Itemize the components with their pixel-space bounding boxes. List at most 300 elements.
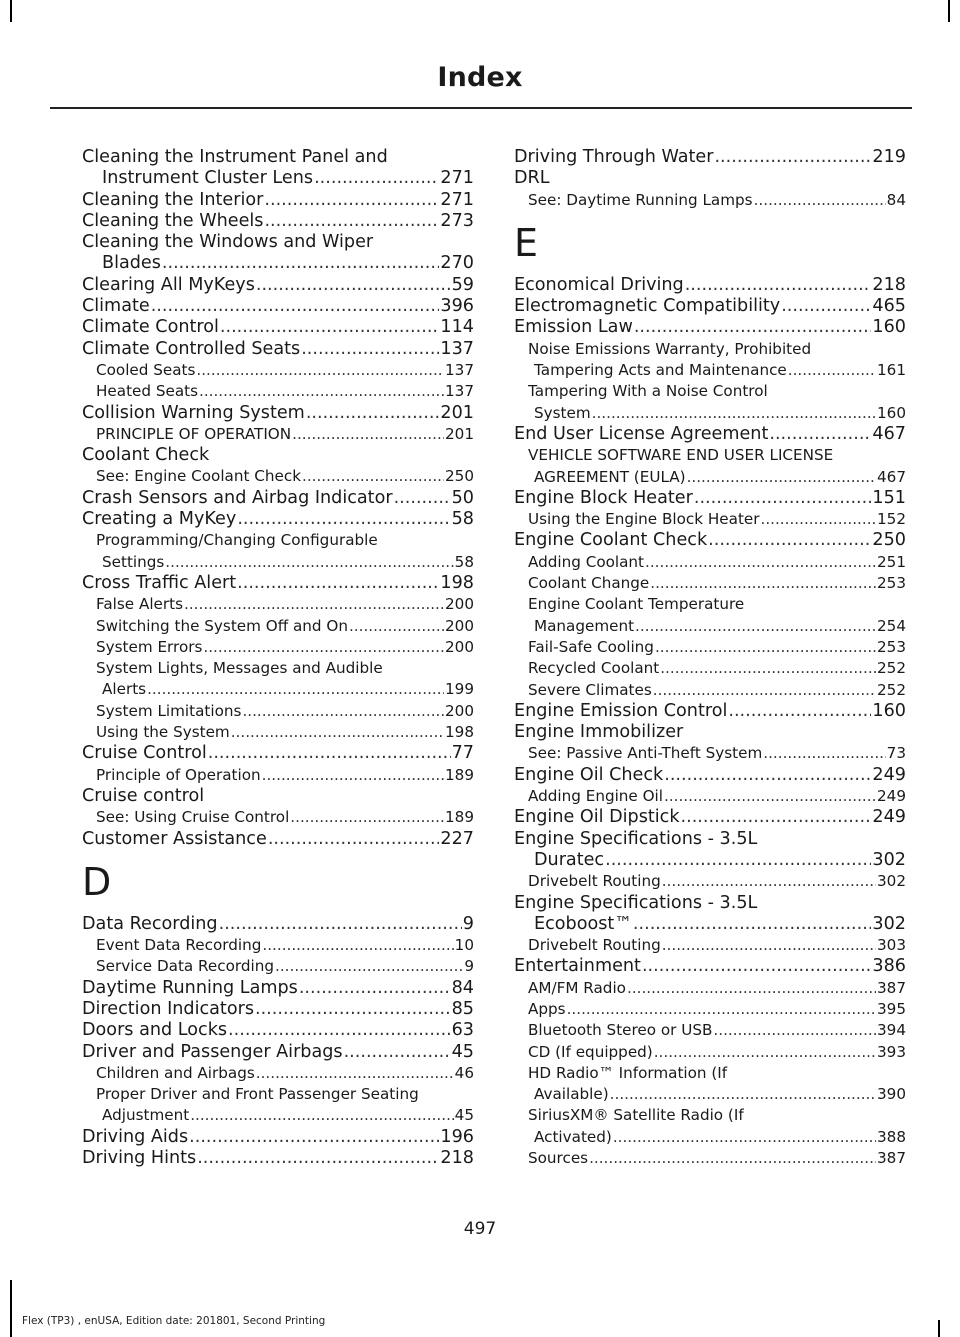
index-entry-text: SiriusXM® Satellite Radio (If <box>528 1106 744 1125</box>
dot-leader <box>788 360 876 381</box>
dot-leader <box>605 850 871 871</box>
index-entry-text: Severe Climates <box>528 680 652 699</box>
index-entry-text: Using the System <box>96 723 230 742</box>
index-page-ref: 114 <box>440 317 474 338</box>
index-entry <box>514 935 906 956</box>
index-entry-text: Economical Driving <box>514 274 684 295</box>
page-title: Index <box>437 62 523 93</box>
index-entry <box>514 403 906 424</box>
index-entry <box>514 1084 906 1105</box>
index-page-ref: 85 <box>451 998 474 1019</box>
index-entry <box>514 573 906 594</box>
index-page-ref: 198 <box>445 723 474 742</box>
index-entry-text: System Errors <box>96 637 203 656</box>
index-entry <box>514 616 906 637</box>
index-entry <box>82 1127 474 1148</box>
index-entry <box>82 765 474 786</box>
index-entry <box>82 466 474 487</box>
index-entry-text: Engine Coolant Temperature <box>528 595 745 614</box>
index-entry <box>514 850 906 871</box>
index-entry <box>514 701 906 722</box>
index-page-ref: 396 <box>440 296 474 317</box>
index-page-ref: 200 <box>445 595 474 614</box>
index-entry-text: Crash Sensors and Airbag Indicator <box>82 487 393 508</box>
index-entry <box>514 956 906 977</box>
index-entry-text: Programming/Changing Configurable <box>96 531 378 550</box>
dot-leader <box>763 743 885 764</box>
index-entry-text: Children and Airbags <box>96 1063 255 1082</box>
dot-leader <box>199 381 444 402</box>
dot-leader <box>196 360 444 381</box>
index-entry <box>82 1063 474 1084</box>
index-entry-text: AGREEMENT (EULA) <box>534 467 686 486</box>
crop-mark-bottom-right <box>938 1320 940 1337</box>
index-entry-text: Cleaning the Windows and Wiper <box>82 232 374 253</box>
index-entry-text: Sources <box>528 1149 589 1168</box>
index-entry-text: Blades <box>102 253 161 274</box>
index-entry-text: CD (If equipped) <box>528 1042 653 1061</box>
index-entry-text: Daytime Running Lamps <box>82 977 298 998</box>
index-entry-text: Emission Law <box>514 317 633 338</box>
index-entry <box>514 488 906 509</box>
footer-edition: Flex (TP3) , enUSA, Edition date: 201801, Second Printing <box>22 1315 326 1327</box>
index-page-ref: 201 <box>445 424 474 443</box>
index-page-ref: 77 <box>451 743 474 764</box>
dot-leader <box>255 999 451 1020</box>
index-page-ref: 249 <box>872 807 906 828</box>
index-entry-text: Driving Aids <box>82 1126 189 1147</box>
index-entry <box>514 424 906 445</box>
index-page-ref: 218 <box>440 1148 474 1169</box>
dot-leader <box>650 573 876 594</box>
dot-leader <box>151 296 440 317</box>
index-entry <box>514 1042 906 1063</box>
index-page-ref: 250 <box>872 530 906 551</box>
index-page-ref: 302 <box>872 913 906 934</box>
index-page-ref: 386 <box>872 956 906 977</box>
dot-leader <box>708 530 871 551</box>
crop-mark-top-right <box>948 0 950 22</box>
dot-leader <box>567 999 876 1020</box>
index-page-ref: 200 <box>445 616 474 635</box>
dot-leader <box>654 1042 876 1063</box>
index-entry-text: Cleaning the Interior <box>82 189 264 210</box>
index-entry-text: See: Engine Coolant Check <box>96 467 301 486</box>
index-page-ref: 46 <box>454 1063 474 1082</box>
index-entry <box>82 403 474 424</box>
index-page-ref: 152 <box>877 510 906 529</box>
index-entry <box>514 786 906 807</box>
index-page-ref: 160 <box>872 700 906 721</box>
index-entry-text: Engine Emission Control <box>514 700 728 721</box>
index-page-ref: 393 <box>877 1042 906 1061</box>
dot-leader <box>203 637 444 658</box>
index-entry <box>514 680 906 701</box>
index-entry <box>514 190 906 211</box>
section-letter: D <box>82 859 112 904</box>
index-entry <box>514 1020 906 1041</box>
index-entry <box>514 871 906 892</box>
index-entry <box>514 765 906 786</box>
index-page-ref: 302 <box>872 849 906 870</box>
index-entry <box>82 1020 474 1041</box>
dot-leader <box>220 317 440 338</box>
dot-leader <box>237 573 439 594</box>
index-entry-text: Data Recording <box>82 913 218 934</box>
index-page-ref: 252 <box>877 659 906 678</box>
index-page-ref: 161 <box>877 361 906 380</box>
index-entry-text: Switching the System Off and On <box>96 616 348 635</box>
index-page-ref: 137 <box>445 382 474 401</box>
dot-leader <box>349 616 444 637</box>
crop-mark-bottom-left <box>10 1280 12 1337</box>
index-entry-text: Fail-Safe Cooling <box>528 637 654 656</box>
dot-leader <box>208 743 451 764</box>
index-entry-text: Recycled Coolant <box>528 659 660 678</box>
index-entry <box>82 232 474 253</box>
dot-leader <box>314 168 439 189</box>
dot-leader <box>147 679 444 700</box>
index-entry <box>82 253 474 274</box>
dot-leader <box>685 275 872 296</box>
dot-leader <box>292 424 444 445</box>
index-entry-text: Cruise Control <box>82 743 207 764</box>
dot-leader <box>237 509 450 530</box>
index-entry <box>514 722 906 743</box>
index-entry-text: Climate Control <box>82 317 219 338</box>
dot-leader <box>728 701 871 722</box>
index-column-right <box>514 147 906 1169</box>
index-entry-text: Instrument Cluster Lens <box>102 168 314 189</box>
index-entry <box>514 1063 906 1084</box>
index-entry-text: Tampering Acts and Maintenance <box>534 361 787 380</box>
index-entry-text: Using the Engine Block Heater <box>528 510 760 529</box>
index-entry <box>82 701 474 722</box>
index-entry <box>514 296 906 317</box>
index-page-ref: 137 <box>440 338 474 359</box>
index-page-ref: 198 <box>440 572 474 593</box>
dot-leader <box>242 701 444 722</box>
index-entry <box>514 1105 906 1126</box>
index-entry-text: HD Radio™ Information (If <box>528 1063 728 1082</box>
index-entry-text: Clearing All MyKeys <box>82 274 255 295</box>
dot-leader <box>275 956 463 977</box>
index-page-ref: 59 <box>451 274 474 295</box>
index-entry-text: Adjustment <box>102 1106 190 1125</box>
index-entry-text: Adding Engine Oil <box>528 787 663 806</box>
dot-leader <box>634 317 872 338</box>
index-page-ref: 73 <box>886 744 906 763</box>
index-entry-text: DRL <box>514 168 550 189</box>
index-entry <box>82 296 474 317</box>
section-letter: E <box>514 220 539 265</box>
index-page-ref: 271 <box>440 189 474 210</box>
index-entry <box>82 999 474 1020</box>
index-entry <box>82 573 474 594</box>
index-entry <box>514 1127 906 1148</box>
index-entry-text: Engine Immobilizer <box>514 722 684 743</box>
dot-leader <box>714 147 871 168</box>
index-page-ref: 199 <box>445 680 474 699</box>
index-entry-text: Drivebelt Routing <box>528 872 661 891</box>
dot-leader <box>165 552 453 573</box>
index-entry-text: Entertainment <box>514 956 641 977</box>
index-entry <box>82 552 474 573</box>
index-page-ref: 151 <box>872 487 906 508</box>
index-entry <box>514 147 906 168</box>
index-entry <box>514 914 906 935</box>
index-page-ref: 254 <box>877 616 906 635</box>
index-entry-text: Direction Indicators <box>82 998 254 1019</box>
index-page-ref: 387 <box>877 1149 906 1168</box>
dot-leader <box>694 488 872 509</box>
index-page-ref: 201 <box>440 402 474 423</box>
index-entry-text: See: Daytime Running Lamps <box>528 190 753 209</box>
index-page-ref: 467 <box>872 423 906 444</box>
index-page-ref: 218 <box>872 274 906 295</box>
dot-leader <box>262 935 453 956</box>
index-entry <box>82 360 474 381</box>
index-entry <box>82 509 474 530</box>
index-page-ref: 58 <box>454 552 474 571</box>
index-page-ref: 200 <box>445 701 474 720</box>
dot-leader <box>219 914 462 935</box>
index-page-ref: 273 <box>440 210 474 231</box>
index-page-ref: 9 <box>464 957 474 976</box>
index-column-left <box>82 147 474 1169</box>
index-entry-text: Doors and Locks <box>82 1020 228 1041</box>
dot-leader <box>301 339 439 360</box>
index-entry-text: Engine Coolant Check <box>514 530 708 551</box>
index-entry-text: Bluetooth Stereo or USB <box>528 1021 713 1040</box>
dot-leader <box>653 680 876 701</box>
index-entry-text: Event Data Recording <box>96 936 262 955</box>
index-page-ref: 388 <box>877 1127 906 1146</box>
page-number: 497 <box>463 1219 497 1239</box>
index-entry-text: False Alerts <box>96 595 184 614</box>
index-entry-text: Service Data Recording <box>96 957 275 976</box>
index-page-ref: 189 <box>445 808 474 827</box>
index-entry <box>514 445 906 466</box>
index-page-ref: 200 <box>445 637 474 656</box>
dot-leader <box>306 403 440 424</box>
index-entry <box>82 637 474 658</box>
dot-leader <box>344 1042 451 1063</box>
dot-leader <box>664 786 876 807</box>
index-page-ref: 302 <box>877 872 906 891</box>
index-entry-text: Climate <box>82 296 150 317</box>
dot-leader <box>256 1063 454 1084</box>
index-entry-text: Available) <box>534 1085 609 1104</box>
index-page-ref: 467 <box>877 467 906 486</box>
dot-leader <box>660 658 876 679</box>
index-entry <box>514 594 906 615</box>
index-entry-text: Coolant Check <box>82 445 210 466</box>
index-entry <box>514 467 906 488</box>
index-entry <box>82 339 474 360</box>
index-entry <box>82 1148 474 1169</box>
dot-leader <box>627 978 876 999</box>
index-entry-text: Customer Assistance <box>82 828 267 849</box>
dot-leader <box>184 594 444 615</box>
index-entry <box>514 552 906 573</box>
index-entry-text: Engine Specifications - 3.5L <box>514 828 758 849</box>
dot-leader <box>761 509 877 530</box>
index-page-ref: 465 <box>872 296 906 317</box>
dot-leader <box>228 1020 451 1041</box>
index-entry-text: Creating a MyKey <box>82 509 237 530</box>
index-page-ref: 270 <box>440 253 474 274</box>
dot-leader <box>664 765 871 786</box>
index-entry-text: Proper Driver and Front Passenger Seating <box>96 1085 419 1104</box>
dot-leader <box>162 253 440 274</box>
index-page-ref: 250 <box>445 467 474 486</box>
index-entry <box>82 445 474 466</box>
index-entry-text: PRINCIPLE OF OPERATION <box>96 424 292 443</box>
index-entry <box>514 978 906 999</box>
dot-leader <box>781 296 871 317</box>
index-entry-text: Driving Hints <box>82 1148 197 1169</box>
index-page-ref: 160 <box>872 317 906 338</box>
index-entry <box>82 935 474 956</box>
dot-leader <box>268 829 440 850</box>
dot-leader <box>264 211 439 232</box>
index-page-ref: 249 <box>872 764 906 785</box>
index-entry <box>514 807 906 828</box>
index-entry-text: System Lights, Messages and Audible <box>96 659 383 678</box>
index-entry-text: System <box>534 403 591 422</box>
dot-leader <box>769 424 871 445</box>
index-page-ref: 137 <box>445 360 474 379</box>
index-entry-text: VEHICLE SOFTWARE END USER LICENSE <box>528 446 834 465</box>
index-page-ref: 271 <box>440 168 474 189</box>
dot-leader <box>190 1105 453 1126</box>
dot-leader <box>754 190 886 211</box>
dot-leader <box>662 871 876 892</box>
index-page-ref: 251 <box>877 552 906 571</box>
dot-leader <box>662 935 876 956</box>
index-entry <box>82 978 474 999</box>
index-page-ref: 84 <box>886 190 906 209</box>
index-entry <box>514 743 906 764</box>
dot-leader <box>299 978 451 999</box>
index-entry <box>82 488 474 509</box>
index-entry-text: Cleaning the Instrument Panel and <box>82 147 388 167</box>
index-entry <box>514 360 906 381</box>
index-entry <box>514 658 906 679</box>
index-entry <box>82 211 474 232</box>
index-page-ref: 84 <box>451 977 474 998</box>
index-entry-text: Cruise control <box>82 785 205 806</box>
dot-leader <box>713 1020 876 1041</box>
index-entry-text: Drivebelt Routing <box>528 936 661 955</box>
index-entry <box>514 999 906 1020</box>
dot-leader <box>394 488 451 509</box>
index-entry-text: System Limitations <box>96 701 242 720</box>
index-entry-text: AM/FM Radio <box>528 978 626 997</box>
index-entry <box>82 381 474 402</box>
index-entry <box>82 679 474 700</box>
dot-leader <box>610 1084 876 1105</box>
index-entry <box>82 317 474 338</box>
index-entry-text: Engine Oil Dipstick <box>514 807 680 828</box>
index-page-ref: 303 <box>877 936 906 955</box>
dot-leader <box>687 467 876 488</box>
index-page-ref: 395 <box>877 999 906 1018</box>
index-page-ref: 253 <box>877 574 906 593</box>
index-entry-text: Electromagnetic Compatibility <box>514 296 781 317</box>
index-entry-text: Principle of Operation <box>96 765 261 784</box>
dot-leader <box>613 1127 876 1148</box>
dot-leader <box>642 956 871 977</box>
index-entry-text: Activated) <box>534 1127 612 1146</box>
index-entry-text: Cleaning the Wheels <box>82 210 264 231</box>
index-entry <box>82 658 474 679</box>
index-page-ref: 253 <box>877 637 906 656</box>
dot-leader <box>592 403 876 424</box>
index-entry-text: Settings <box>102 552 165 571</box>
index-entry <box>514 530 906 551</box>
index-entry <box>82 594 474 615</box>
index-entry <box>82 1084 474 1105</box>
index-entry <box>514 637 906 658</box>
index-entry <box>82 530 474 551</box>
index-entry-text: Engine Block Heater <box>514 487 693 508</box>
index-page-ref: 390 <box>877 1085 906 1104</box>
index-page-ref: 189 <box>445 765 474 784</box>
dot-leader <box>197 1148 439 1169</box>
index-entry-text: Cross Traffic Alert <box>82 572 237 593</box>
index-entry-text: Noise Emissions Warranty, Prohibited <box>528 339 812 358</box>
index-entry-text: Apps <box>528 999 566 1018</box>
index-entry-text: Duratec <box>534 849 605 870</box>
dot-leader <box>256 275 451 296</box>
index-page-ref: 63 <box>451 1020 474 1041</box>
index-entry-text: Driver and Passenger Airbags <box>82 1041 343 1062</box>
index-entry <box>82 914 474 935</box>
index-entry <box>514 829 906 850</box>
dot-leader <box>645 552 876 573</box>
index-page-ref: 252 <box>877 680 906 699</box>
index-entry <box>82 275 474 296</box>
index-entry-text: Alerts <box>102 680 147 699</box>
index-page-ref: 10 <box>454 936 474 955</box>
index-page-ref: 160 <box>877 403 906 422</box>
index-entry <box>82 424 474 445</box>
index-entry <box>82 829 474 850</box>
index-entry <box>514 893 906 914</box>
index-entry <box>514 317 906 338</box>
dot-leader <box>681 807 872 828</box>
index-entry-text: Engine Oil Check <box>514 764 664 785</box>
index-entry <box>82 807 474 828</box>
index-page-ref: 50 <box>451 487 474 508</box>
index-entry <box>514 509 906 530</box>
index-entry-text: Climate Controlled Seats <box>82 338 301 359</box>
index-page-ref: 45 <box>454 1106 474 1125</box>
index-page-ref: 58 <box>451 509 474 530</box>
dot-leader <box>302 466 444 487</box>
index-entry-text: Driving Through Water <box>514 147 714 167</box>
index-entry-text: Tampering With a Noise Control <box>528 382 768 401</box>
index-entry <box>82 956 474 977</box>
index-entry <box>82 786 474 807</box>
dot-leader <box>589 1148 876 1169</box>
index-entry-text: Ecoboost™ <box>534 913 632 934</box>
index-page-ref: 9 <box>462 913 474 934</box>
index-entry-text: See: Passive Anti-Theft System <box>528 744 763 763</box>
index-page-ref: 394 <box>877 1021 906 1040</box>
